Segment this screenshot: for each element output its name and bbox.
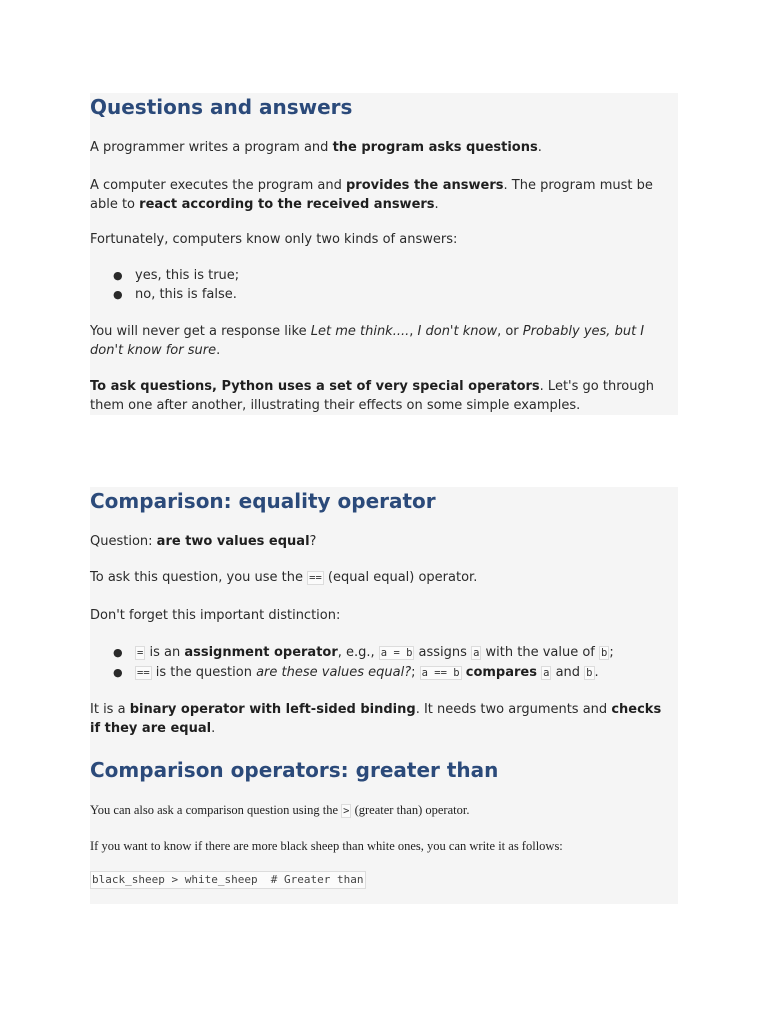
paragraph-ask-question: To ask this question, you use the == (equal equal) operator. bbox=[90, 570, 478, 585]
list-item: ● no, this is false. bbox=[113, 287, 237, 302]
paragraph-computer-executes: A computer executes the program and provides the answers. The program must be able to react according to the received answers. bbox=[90, 178, 653, 212]
heading-greater-than: Comparison operators: greater than bbox=[90, 758, 499, 782]
paragraph-two-kinds: Fortunately, computers know only two kinds of answers: bbox=[90, 232, 458, 247]
heading-questions-and-answers: Questions and answers bbox=[90, 95, 353, 119]
code-equal-equal: == bbox=[309, 572, 322, 584]
paragraph-python-operators: To ask questions, Python uses a set of very special operators. Let's go through them one after another, illustrating their effects on some simple examples. bbox=[90, 379, 654, 413]
paragraph-question: Question: are two values equal? bbox=[90, 534, 317, 549]
paragraph-never-response: You will never get a response like Let me think...., I don't know, or Probably yes, but I don't know for sure. bbox=[90, 324, 645, 358]
paragraph-greater-than-operator: You can also ask a comparison question using the > (greater than) operator. bbox=[90, 803, 470, 817]
list-item: ● yes, this is true; bbox=[113, 268, 240, 283]
paragraph-black-sheep: If you want to know if there are more black sheep than white ones, you can write it as follows: bbox=[90, 839, 563, 853]
bullet-icon: ● bbox=[113, 666, 123, 679]
heading-equality-operator: Comparison: equality operator bbox=[90, 489, 436, 513]
list-item: ● = is an assignment operator, e.g., a = b assigns a with the value of b ; bbox=[113, 645, 614, 660]
code-example-black-sheep: black_sheep > white_sheep # Greater than bbox=[90, 871, 366, 889]
bullet-icon: ● bbox=[113, 646, 123, 659]
list-item: ● == is the question are these values equal?; a == b compares a and b . bbox=[113, 665, 599, 680]
paragraph-programmer: A programmer writes a program and the program asks questions. bbox=[90, 140, 542, 155]
paragraph-distinction: Don't forget this important distinction: bbox=[90, 608, 341, 623]
code-greater-than: > bbox=[343, 805, 350, 817]
paragraph-binary-operator: It is a binary operator with left-sided binding. It needs two arguments and checks if they are equal. bbox=[90, 702, 662, 736]
bullet-icon: ● bbox=[113, 269, 123, 282]
bullet-icon: ● bbox=[113, 288, 123, 301]
